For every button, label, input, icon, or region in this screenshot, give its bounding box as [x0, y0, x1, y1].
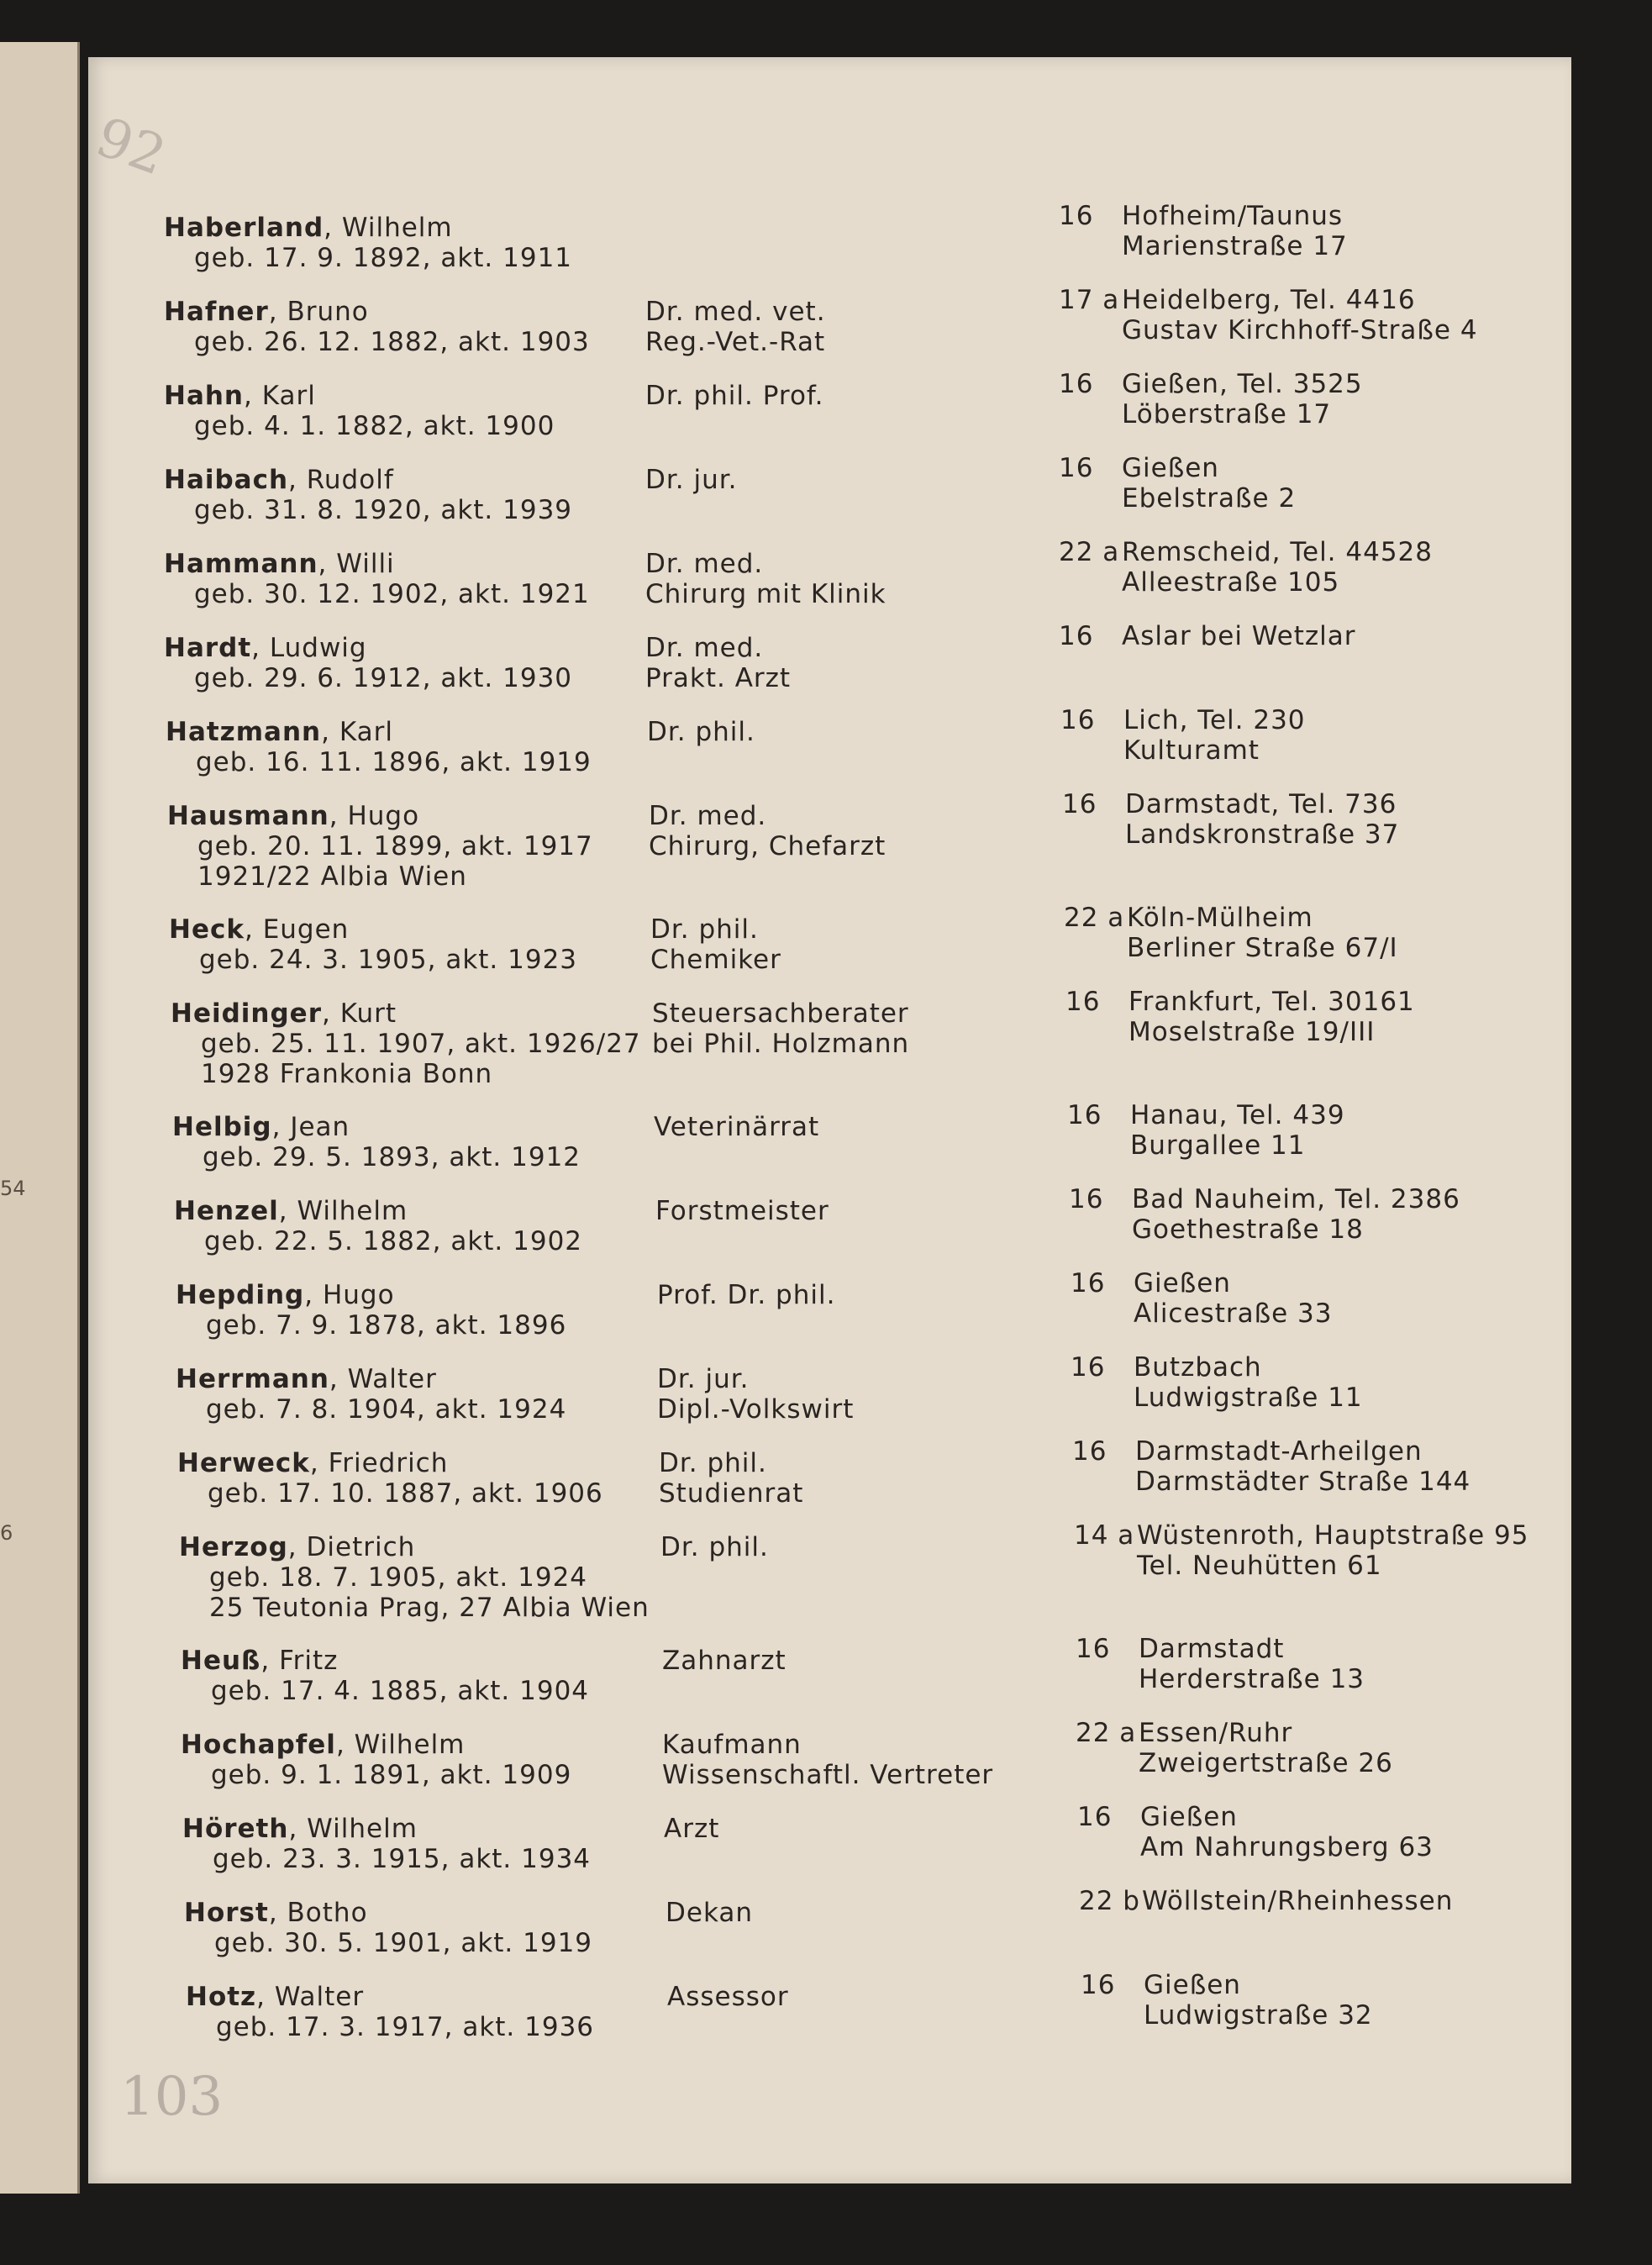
profession-line: Dr. med. [645, 549, 764, 579]
profession-line: Chirurg, Chefarzt [649, 831, 887, 861]
profession-line: Veterinärrat [654, 1112, 820, 1142]
member-surname: Hardt [164, 633, 252, 663]
name-separator: , [324, 213, 342, 243]
member-entry [174, 1184, 1552, 1280]
profession-line: Dr. phil. Prof. [645, 381, 824, 411]
member-address [1122, 537, 1433, 598]
member-surname: Haibach [164, 465, 289, 495]
address-line: Butzbach [1134, 1352, 1262, 1383]
address-line: Darmstädter Straße 144 [1135, 1467, 1471, 1497]
member-given-name: Kurt [339, 998, 397, 1029]
member-address [1135, 1436, 1470, 1497]
left-page-edge [0, 42, 80, 2194]
member-entry [184, 1886, 1562, 1982]
member-profession [657, 1364, 854, 1425]
member-surname: Höreth [182, 1814, 289, 1844]
address-line: Essen/Ruhr [1139, 1718, 1293, 1748]
profession-line: Dr. med. [649, 801, 767, 831]
address-line: Hanau, Tel. 439 [1130, 1100, 1345, 1130]
name-separator: , [268, 297, 287, 327]
member-dates: geb. 24. 3. 1905, akt. 1923 [199, 945, 578, 975]
member-profession [645, 549, 887, 609]
member-given-name: Karl [261, 381, 316, 411]
pencil-mark: 103 [120, 2066, 224, 2128]
address-line: Landskronstraße 37 [1125, 819, 1400, 850]
district-number: 16 [1062, 789, 1097, 819]
member-entry [164, 201, 1542, 297]
member-surname: Hepding [176, 1280, 305, 1310]
member-name [177, 1448, 448, 1478]
member-name [174, 1196, 408, 1226]
address-line: Gustav Kirchhoff-Straße 4 [1122, 315, 1478, 345]
member-profession [652, 998, 909, 1059]
member-name [164, 465, 394, 495]
member-address [1122, 369, 1363, 429]
member-profession [645, 633, 791, 693]
district-number: 16 [1065, 987, 1101, 1017]
margin-mark: 54 [0, 1177, 26, 1200]
member-entry [181, 1634, 1559, 1730]
member-profession [645, 297, 826, 357]
district-number: 22 b [1079, 1886, 1140, 1916]
member-dates: geb. 9. 1. 1891, akt. 1909 [211, 1760, 572, 1790]
member-given-name: Karl [339, 717, 393, 747]
member-given-name: Fritz [279, 1646, 339, 1676]
profession-line: Dr. jur. [645, 465, 738, 495]
name-separator: , [321, 717, 339, 747]
member-entry [186, 1970, 1564, 2066]
member-profession [667, 1982, 789, 2012]
member-given-name: Rudolf [306, 465, 394, 495]
member-name [164, 381, 316, 411]
name-separator: , [260, 1646, 280, 1676]
address-line: Gießen [1134, 1268, 1231, 1298]
member-given-name: Ludwig [269, 633, 367, 663]
address-line: Moselstraße 19/III [1129, 1017, 1376, 1047]
district-number: 16 [1071, 1352, 1106, 1383]
member-name [182, 1814, 418, 1844]
member-name [164, 297, 369, 327]
address-line: Lich, Tel. 230 [1123, 705, 1306, 735]
member-name [176, 1280, 395, 1310]
profession-line: Dr. phil. [647, 717, 755, 747]
district-number: 22 a [1064, 903, 1125, 933]
address-line: Burgallee 11 [1130, 1130, 1306, 1161]
member-given-name: Hugo [347, 801, 420, 831]
name-separator: , [329, 801, 348, 831]
profession-line: Dr. med. vet. [645, 297, 826, 327]
address-line: Aslar bei Wetzlar [1122, 621, 1356, 651]
member-surname: Haberland [164, 213, 324, 243]
district-number: 16 [1059, 201, 1094, 231]
member-entry [164, 369, 1542, 465]
address-line: Alleestraße 105 [1122, 567, 1340, 598]
district-number: 16 [1059, 621, 1094, 651]
member-address [1122, 285, 1478, 345]
member-given-name: Walter [274, 1982, 365, 2012]
profession-line: Forstmeister [655, 1196, 829, 1226]
profession-line: Zahnarzt [662, 1646, 787, 1676]
member-surname: Hausmann [167, 801, 329, 831]
name-separator: , [244, 381, 262, 411]
member-name [181, 1646, 338, 1676]
member-entry [179, 1520, 1557, 1623]
profession-line: Dr. phil. [660, 1532, 769, 1562]
member-dates: geb. 17. 4. 1885, akt. 1904 [211, 1676, 590, 1706]
member-address [1144, 1970, 1373, 2031]
member-profession [662, 1730, 993, 1790]
address-line: Am Nahrungsberg 63 [1140, 1832, 1434, 1862]
member-entry [164, 537, 1542, 633]
member-entry [182, 1802, 1560, 1898]
member-entry [172, 1100, 1550, 1196]
address-line: Alicestraße 33 [1134, 1298, 1333, 1329]
member-given-name: Jean [290, 1112, 350, 1142]
district-number: 17 a [1059, 285, 1120, 315]
member-surname: Herrmann [176, 1364, 329, 1394]
address-line: Goethestraße 18 [1132, 1214, 1364, 1245]
member-profession [662, 1646, 787, 1676]
member-name [166, 717, 393, 747]
member-surname: Herzog [179, 1532, 288, 1562]
address-line: Ludwigstraße 32 [1144, 2000, 1373, 2031]
member-entry [171, 987, 1549, 1089]
member-entry [164, 285, 1542, 381]
member-name [184, 1898, 368, 1928]
member-surname: Henzel [174, 1196, 279, 1226]
member-given-name: Friedrich [328, 1448, 449, 1478]
member-affiliation: 1921/22 Albia Wien [197, 861, 467, 892]
district-number: 22 a [1076, 1718, 1137, 1748]
member-given-name: Botho [287, 1898, 368, 1928]
address-line: Marienstraße 17 [1122, 231, 1348, 261]
member-given-name: Dietrich [306, 1532, 416, 1562]
address-line: Hofheim/Taunus [1122, 201, 1344, 231]
profession-line: bei Phil. Holzmann [652, 1029, 910, 1059]
district-number: 16 [1077, 1802, 1113, 1832]
address-line: Bad Nauheim, Tel. 2386 [1132, 1184, 1460, 1214]
member-profession [645, 465, 738, 495]
profession-line: Dipl.-Volkswirt [657, 1394, 855, 1425]
member-address [1125, 789, 1399, 850]
address-line: Darmstadt-Arheilgen [1135, 1436, 1423, 1467]
member-profession [645, 381, 823, 411]
member-surname: Hammann [164, 549, 318, 579]
profession-line: Dekan [666, 1898, 753, 1928]
address-line: Köln-Mülheim [1127, 903, 1313, 933]
member-name [171, 998, 397, 1029]
name-separator: , [278, 1196, 297, 1226]
name-separator: , [268, 1898, 287, 1928]
profession-line: Dr. med. [645, 633, 764, 663]
member-entry [181, 1718, 1559, 1814]
member-entry [176, 1268, 1554, 1364]
member-dates: geb. 29. 5. 1893, akt. 1912 [203, 1142, 581, 1172]
address-line: Ebelstraße 2 [1122, 483, 1297, 514]
member-dates: geb. 4. 1. 1882, akt. 1900 [194, 411, 555, 441]
name-separator: , [256, 1982, 275, 2012]
member-surname: Heuß [181, 1646, 261, 1676]
profession-line: Wissenschaftl. Vertreter [662, 1760, 994, 1790]
name-separator: , [318, 549, 337, 579]
member-given-name: Walter [347, 1364, 437, 1394]
district-number: 16 [1059, 369, 1094, 399]
district-number: 16 [1076, 1634, 1111, 1664]
district-number: 22 a [1059, 537, 1120, 567]
member-address [1134, 1352, 1363, 1413]
margin-mark: 6 [0, 1521, 13, 1545]
profession-line: Reg.-Vet.-Rat [645, 327, 826, 357]
member-name [164, 549, 395, 579]
member-profession [666, 1898, 753, 1928]
profession-line: Assessor [667, 1982, 789, 2012]
member-name [169, 914, 349, 945]
district-number: 16 [1069, 1184, 1104, 1214]
address-line: Darmstadt [1139, 1634, 1285, 1664]
district-number: 16 [1059, 453, 1094, 483]
member-dates: geb. 7. 9. 1878, akt. 1896 [206, 1310, 567, 1341]
profession-line: Dr. jur. [657, 1364, 750, 1394]
member-address [1132, 1184, 1460, 1245]
member-address [1140, 1802, 1434, 1862]
member-dates: geb. 20. 11. 1899, akt. 1917 [197, 831, 593, 861]
member-surname: Hochapfel [181, 1730, 336, 1760]
member-address [1129, 987, 1415, 1047]
member-entry [167, 789, 1545, 892]
member-name [167, 801, 419, 831]
member-surname: Hahn [164, 381, 245, 411]
address-line: Löberstraße 17 [1122, 399, 1332, 429]
member-given-name: Eugen [262, 914, 350, 945]
member-address [1122, 201, 1348, 261]
member-surname: Helbig [172, 1112, 272, 1142]
name-separator: , [288, 465, 307, 495]
district-number: 16 [1071, 1268, 1106, 1298]
district-number: 16 [1060, 705, 1096, 735]
address-line: Gießen [1122, 453, 1219, 483]
member-dates: geb. 26. 12. 1882, akt. 1903 [194, 327, 590, 357]
member-dates: geb. 31. 8. 1920, akt. 1939 [194, 495, 573, 525]
profession-line: Steuersachberater [652, 998, 909, 1029]
member-address [1134, 1268, 1333, 1329]
document-page [88, 57, 1571, 2183]
member-name [181, 1730, 465, 1760]
profession-line: Studienrat [659, 1478, 804, 1509]
member-given-name: Wilhelm [297, 1196, 408, 1226]
member-given-name: Wilhelm [341, 213, 453, 243]
name-separator: , [304, 1280, 323, 1310]
member-affiliation: 25 Teutonia Prag, 27 Albia Wien [209, 1593, 650, 1623]
member-name [164, 633, 367, 663]
profession-line: Chemiker [650, 945, 781, 975]
member-dates: geb. 25. 11. 1907, akt. 1926/27 [201, 1029, 641, 1059]
member-entry [176, 1352, 1554, 1448]
member-profession [655, 1196, 829, 1226]
member-profession [660, 1532, 769, 1562]
address-line: Wüstenroth, Hauptstraße 95 [1137, 1520, 1529, 1551]
member-dates: geb. 22. 5. 1882, akt. 1902 [204, 1226, 583, 1256]
member-entry [177, 1436, 1555, 1532]
member-dates: geb. 30. 5. 1901, akt. 1919 [214, 1928, 593, 1958]
member-dates: geb. 17. 3. 1917, akt. 1936 [216, 2012, 595, 2042]
member-surname: Hatzmann [166, 717, 322, 747]
member-entry [166, 705, 1544, 801]
member-profession [654, 1112, 819, 1142]
member-entry [164, 453, 1542, 549]
address-line: Herderstraße 13 [1139, 1664, 1365, 1694]
member-surname: Heidinger [171, 998, 322, 1029]
profession-line: Dr. phil. [659, 1448, 767, 1478]
district-number: 16 [1081, 1970, 1116, 2000]
member-given-name: Hugo [322, 1280, 395, 1310]
name-separator: , [335, 1730, 355, 1760]
member-profession [650, 914, 781, 975]
name-separator: , [244, 914, 263, 945]
name-separator: , [288, 1814, 308, 1844]
member-address [1127, 903, 1398, 963]
member-name [179, 1532, 415, 1562]
pencil-mark: 92 [87, 106, 174, 188]
member-dates: geb. 7. 8. 1904, akt. 1924 [206, 1394, 567, 1425]
name-separator: , [271, 1112, 291, 1142]
address-line: Heidelberg, Tel. 4416 [1122, 285, 1416, 315]
address-line: Gießen [1140, 1802, 1238, 1832]
member-profession [649, 801, 886, 861]
address-line: Gießen, Tel. 3525 [1122, 369, 1363, 399]
member-surname: Hotz [186, 1982, 257, 2012]
name-separator: , [321, 998, 340, 1029]
member-profession [657, 1280, 835, 1310]
profession-line: Chirurg mit Klinik [645, 579, 887, 609]
member-surname: Herweck [177, 1448, 310, 1478]
member-address [1139, 1718, 1393, 1778]
member-address [1123, 705, 1306, 766]
district-number: 14 a [1074, 1520, 1135, 1551]
address-line: Tel. Neuhütten 61 [1137, 1551, 1382, 1581]
member-name [176, 1364, 437, 1394]
address-line: Wöllstein/Rheinhessen [1142, 1886, 1454, 1916]
member-given-name: Bruno [287, 297, 369, 327]
member-profession [659, 1448, 803, 1509]
address-line: Frankfurt, Tel. 30161 [1129, 987, 1415, 1017]
address-line: Zweigertstraße 26 [1139, 1748, 1393, 1778]
district-number: 16 [1072, 1436, 1107, 1467]
name-separator: , [287, 1532, 307, 1562]
member-dates: geb. 16. 11. 1896, akt. 1919 [196, 747, 592, 777]
name-separator: , [251, 633, 270, 663]
member-dates: geb. 18. 7. 1905, akt. 1924 [209, 1562, 588, 1593]
address-line: Gießen [1144, 1970, 1241, 2000]
member-address [1122, 621, 1355, 651]
member-name [164, 213, 453, 243]
member-address [1137, 1520, 1529, 1581]
member-profession [664, 1814, 719, 1844]
address-line: Kulturamt [1123, 735, 1260, 766]
member-surname: Heck [169, 914, 245, 945]
member-address [1130, 1100, 1345, 1161]
member-dates: geb. 29. 6. 1912, akt. 1930 [194, 663, 573, 693]
profession-line: Arzt [664, 1814, 720, 1844]
member-affiliation: 1928 Frankonia Bonn [201, 1059, 493, 1089]
profession-line: Dr. phil. [650, 914, 759, 945]
member-address [1122, 453, 1296, 514]
member-entry [169, 903, 1547, 998]
address-line: Darmstadt, Tel. 736 [1125, 789, 1397, 819]
name-separator: , [329, 1364, 348, 1394]
member-given-name: Willi [336, 549, 395, 579]
member-surname: Hafner [164, 297, 269, 327]
district-number: 16 [1067, 1100, 1102, 1130]
address-line: Remscheid, Tel. 44528 [1122, 537, 1434, 567]
profession-line: Prakt. Arzt [645, 663, 792, 693]
member-given-name: Wilhelm [307, 1814, 418, 1844]
member-entry [164, 621, 1542, 717]
member-surname: Horst [184, 1898, 269, 1928]
member-dates: geb. 17. 9. 1892, akt. 1911 [194, 243, 573, 273]
member-address [1139, 1634, 1365, 1694]
member-dates: geb. 17. 10. 1887, akt. 1906 [208, 1478, 603, 1509]
name-separator: , [309, 1448, 329, 1478]
member-dates: geb. 23. 3. 1915, akt. 1934 [213, 1844, 592, 1874]
member-name [186, 1982, 364, 2012]
member-address [1142, 1886, 1453, 1916]
member-given-name: Wilhelm [354, 1730, 466, 1760]
address-line: Ludwigstraße 11 [1134, 1383, 1363, 1413]
address-line: Berliner Straße 67/I [1127, 933, 1398, 963]
member-profession [647, 717, 755, 747]
profession-line: Kaufmann [662, 1730, 802, 1760]
member-name [172, 1112, 350, 1142]
member-dates: geb. 30. 12. 1902, akt. 1921 [194, 579, 590, 609]
profession-line: Prof. Dr. phil. [657, 1280, 836, 1310]
